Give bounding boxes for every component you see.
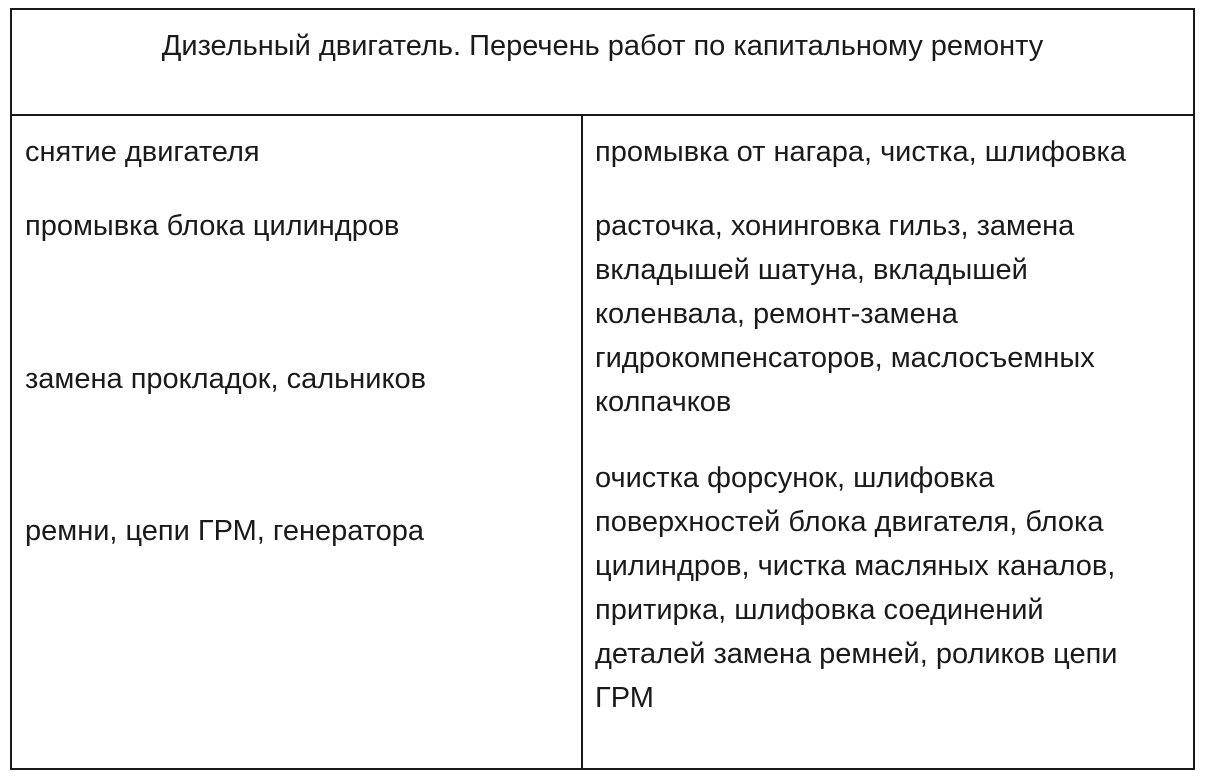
right-item-line: промывка от нагара, чистка, шлифовка	[595, 136, 1126, 168]
right-item-line: притирка, шлифовка соединений	[595, 594, 1044, 626]
right-item-line: поверхностей блока двигателя, блока	[595, 506, 1104, 538]
right-item-line: расточка, хонинговка гильз, замена	[595, 210, 1075, 242]
column-divider	[581, 116, 583, 768]
right-item-line: вкладышей шатуна, вкладышей	[595, 254, 1028, 286]
left-item-gaskets-seals: замена прокладок, сальников	[25, 363, 426, 395]
right-item-line: коленвала, ремонт-замена	[595, 298, 958, 330]
table-title: Дизельный двигатель. Перечень работ по капитальному ремонту	[161, 30, 1044, 62]
right-item-line: деталей замена ремней, роликов цепи	[595, 638, 1118, 670]
left-item-belts-chains: ремни, цепи ГРМ, генератора	[25, 515, 425, 547]
left-item-block-flush: промывка блока цилиндров	[25, 210, 400, 242]
table-header-row	[12, 10, 1193, 116]
right-item-line: ГРМ	[595, 682, 654, 714]
repair-works-table	[10, 8, 1195, 770]
right-item-line: гидрокомпенсаторов, маслосъемных	[595, 342, 1095, 374]
left-item-engine-removal: снятие двигателя	[25, 136, 260, 168]
right-item-line: цилиндров, чистка масляных каналов,	[595, 550, 1116, 582]
right-item-line: колпачков	[595, 386, 732, 418]
right-item-line: очистка форсунок, шлифовка	[595, 462, 995, 494]
